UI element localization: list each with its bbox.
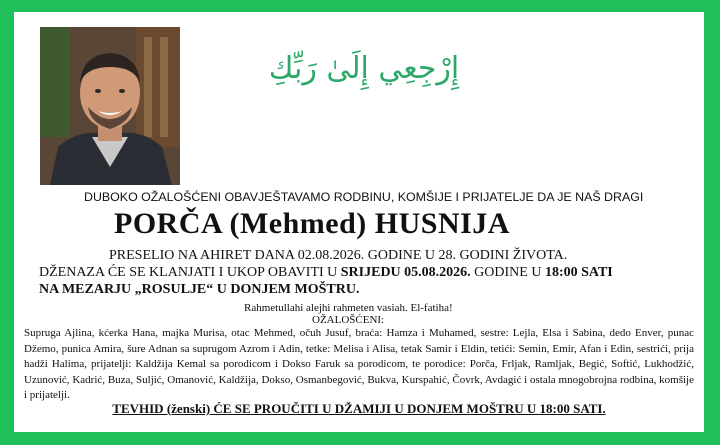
funeral-date: 05.08.2026. xyxy=(400,265,471,280)
obituary-card xyxy=(14,12,704,432)
funeral-day: SRIJEDU xyxy=(340,265,401,280)
mourners-label: OŽALOŠĆENI: xyxy=(312,314,385,326)
intro-text: DUBOKO OŽALOŠĆENI OBAVJEŠTAVAMO RODBINU, KOMŠIJE I PRIJATELJE DA JE NAŠ DRAGI xyxy=(84,190,644,204)
deceased-photo xyxy=(40,27,180,185)
prayer-line: Rahmetullahi alejhi rahmeten vasiah. El-fatiha! xyxy=(244,302,453,314)
death-date-line: PRESELIO NA AHIRET DANA 02.08.2026. GODINE U 28. GODINI ŽIVOTA. xyxy=(109,248,568,263)
tevhid-notice: TEVHID (ženski) ĆE SE PROUČITI U DŽAMIJI U DONJEM MOŠTRU U 18:00 SATI. xyxy=(112,401,606,416)
funeral-time-line xyxy=(39,265,689,281)
quran-calligraphy xyxy=(268,40,460,92)
cemetery-line: NA MEZARJU „ROSULJE“ U DONJEM MOŠTRU. xyxy=(39,282,360,297)
funeral-text-1: DŽENAZA ĆE SE KLANJATI I UKOP OBAVITI U xyxy=(39,265,341,280)
deceased-name: PORČA (Mehmed) HUSNIJA xyxy=(114,207,510,240)
funeral-time: 18:00 SATI xyxy=(544,265,613,280)
calligraphy-text: إِرْجِعِي إِلَىٰ رَبِّكِ xyxy=(268,51,460,86)
mourners-list: Supruga Ajlina, kćerka Hana, majka Murisa, otac Mehmed, očuh Jusuf, braća: Hamza i Muhamed, sestre: Lejla, Elsa i Sabina, dedo Enver, punac Džemo, punica Amira, šure Adnan sa suprugom Azrom i Adin, tetke: Melisa i Alisa, tetak Samir i Eldin, tetići: Semin, Emir, Afan i Edin, sestrići, prija hadži Halima, prijatelji: Kaldžija Kemal sa porodicom i Dokso Faruk sa porodicom, te porodice: Porča, Frljak, Ramljak, Begić, Softić, Lukhodžić, Uzunović, Kadrić, Buza, Suljić, Omanović, Kaldžija, Dokso, Osmanbegović, Bukva, Kurspahić, Čovrk, Avdagić i ostala mnogobrojna rodbina, komšije i prijatelji. xyxy=(24,327,694,401)
funeral-text-2: GODINE U xyxy=(470,265,545,280)
